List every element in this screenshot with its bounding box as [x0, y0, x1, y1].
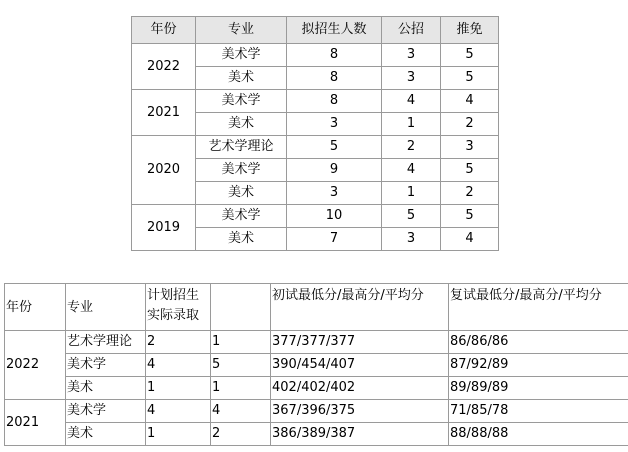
initial-score-cell: 367/396/375: [271, 400, 449, 423]
header-initial-scores: 初试最低分/最高分/平均分: [271, 284, 449, 331]
major-cell: 美术: [66, 377, 146, 400]
table-row: [5, 423, 628, 446]
planned-cell: 3: [287, 113, 382, 136]
recommended-cell: 5: [441, 44, 499, 67]
public-cell: 4: [382, 90, 441, 113]
planned-cell: 8: [287, 90, 382, 113]
planned-cell: 9: [287, 159, 382, 182]
year-cell: 2019: [132, 205, 196, 251]
major-cell: 美术学: [196, 44, 287, 67]
public-cell: 1: [382, 113, 441, 136]
table-header-row: [5, 284, 628, 331]
table-row: [132, 44, 499, 67]
public-cell: 2: [382, 136, 441, 159]
admission-scores-table: [4, 283, 628, 446]
planned-cell: 8: [287, 67, 382, 90]
planned-cell: 3: [287, 182, 382, 205]
major-cell: 美术学: [66, 400, 146, 423]
plan-cell: 4: [146, 354, 211, 377]
actual-cell: 5: [211, 354, 271, 377]
admission-plan-table: [131, 16, 499, 251]
table-row: [5, 377, 628, 400]
table-row: [132, 136, 499, 159]
header-blank: [211, 284, 271, 331]
header-year: 年份: [132, 17, 196, 44]
recommended-cell: 4: [441, 90, 499, 113]
year-cell: 2020: [132, 136, 196, 205]
recommended-cell: 3: [441, 136, 499, 159]
header-major: 专业: [66, 284, 146, 331]
retest-score-cell: 71/85/78: [449, 400, 628, 423]
recommended-cell: 5: [441, 67, 499, 90]
table-row: [132, 90, 499, 113]
actual-cell: 4: [211, 400, 271, 423]
planned-cell: 8: [287, 44, 382, 67]
header-retest-scores: 复试最低分/最高分/平均分: [449, 284, 628, 331]
initial-score-cell: 386/389/387: [271, 423, 449, 446]
major-cell: 美术: [196, 67, 287, 90]
recommended-cell: 4: [441, 228, 499, 251]
actual-cell: 2: [211, 423, 271, 446]
recommended-cell: 5: [441, 159, 499, 182]
plan-cell: 1: [146, 423, 211, 446]
header-year: 年份: [5, 284, 66, 331]
public-cell: 3: [382, 67, 441, 90]
plan-cell: 1: [146, 377, 211, 400]
public-cell: 4: [382, 159, 441, 182]
public-cell: 1: [382, 182, 441, 205]
major-cell: 美术学: [196, 205, 287, 228]
retest-score-cell: 89/89/89: [449, 377, 628, 400]
table-row: [132, 205, 499, 228]
recommended-cell: 5: [441, 205, 499, 228]
major-cell: 美术学: [196, 159, 287, 182]
header-plan-actual: 计划招生实际录取: [146, 284, 211, 331]
major-cell: 美术学: [196, 90, 287, 113]
public-cell: 3: [382, 44, 441, 67]
header-planned: 拟招生人数: [287, 17, 382, 44]
major-cell: 美术: [196, 113, 287, 136]
retest-score-cell: 87/92/89: [449, 354, 628, 377]
retest-score-cell: 88/88/88: [449, 423, 628, 446]
table-header-row: [132, 17, 499, 44]
table-row: [5, 331, 628, 354]
recommended-cell: 2: [441, 182, 499, 205]
major-cell: 美术: [196, 182, 287, 205]
table-row: [5, 400, 628, 423]
actual-cell: 1: [211, 331, 271, 354]
header-recommended: 推免: [441, 17, 499, 44]
major-cell: 美术: [196, 228, 287, 251]
actual-cell: 1: [211, 377, 271, 400]
retest-score-cell: 86/86/86: [449, 331, 628, 354]
major-cell: 艺术学理论: [196, 136, 287, 159]
major-cell: 艺术学理论: [66, 331, 146, 354]
public-cell: 5: [382, 205, 441, 228]
initial-score-cell: 402/402/402: [271, 377, 449, 400]
recommended-cell: 2: [441, 113, 499, 136]
plan-cell: 4: [146, 400, 211, 423]
plan-cell: 2: [146, 331, 211, 354]
header-major: 专业: [196, 17, 287, 44]
year-cell: 2022: [132, 44, 196, 90]
planned-cell: 5: [287, 136, 382, 159]
table-row: [5, 354, 628, 377]
major-cell: 美术学: [66, 354, 146, 377]
major-cell: 美术: [66, 423, 146, 446]
initial-score-cell: 390/454/407: [271, 354, 449, 377]
year-cell: 2021: [132, 90, 196, 136]
planned-cell: 10: [287, 205, 382, 228]
header-public: 公招: [382, 17, 441, 44]
year-cell: 2022: [5, 331, 66, 400]
planned-cell: 7: [287, 228, 382, 251]
year-cell: 2021: [5, 400, 66, 446]
public-cell: 3: [382, 228, 441, 251]
initial-score-cell: 377/377/377: [271, 331, 449, 354]
